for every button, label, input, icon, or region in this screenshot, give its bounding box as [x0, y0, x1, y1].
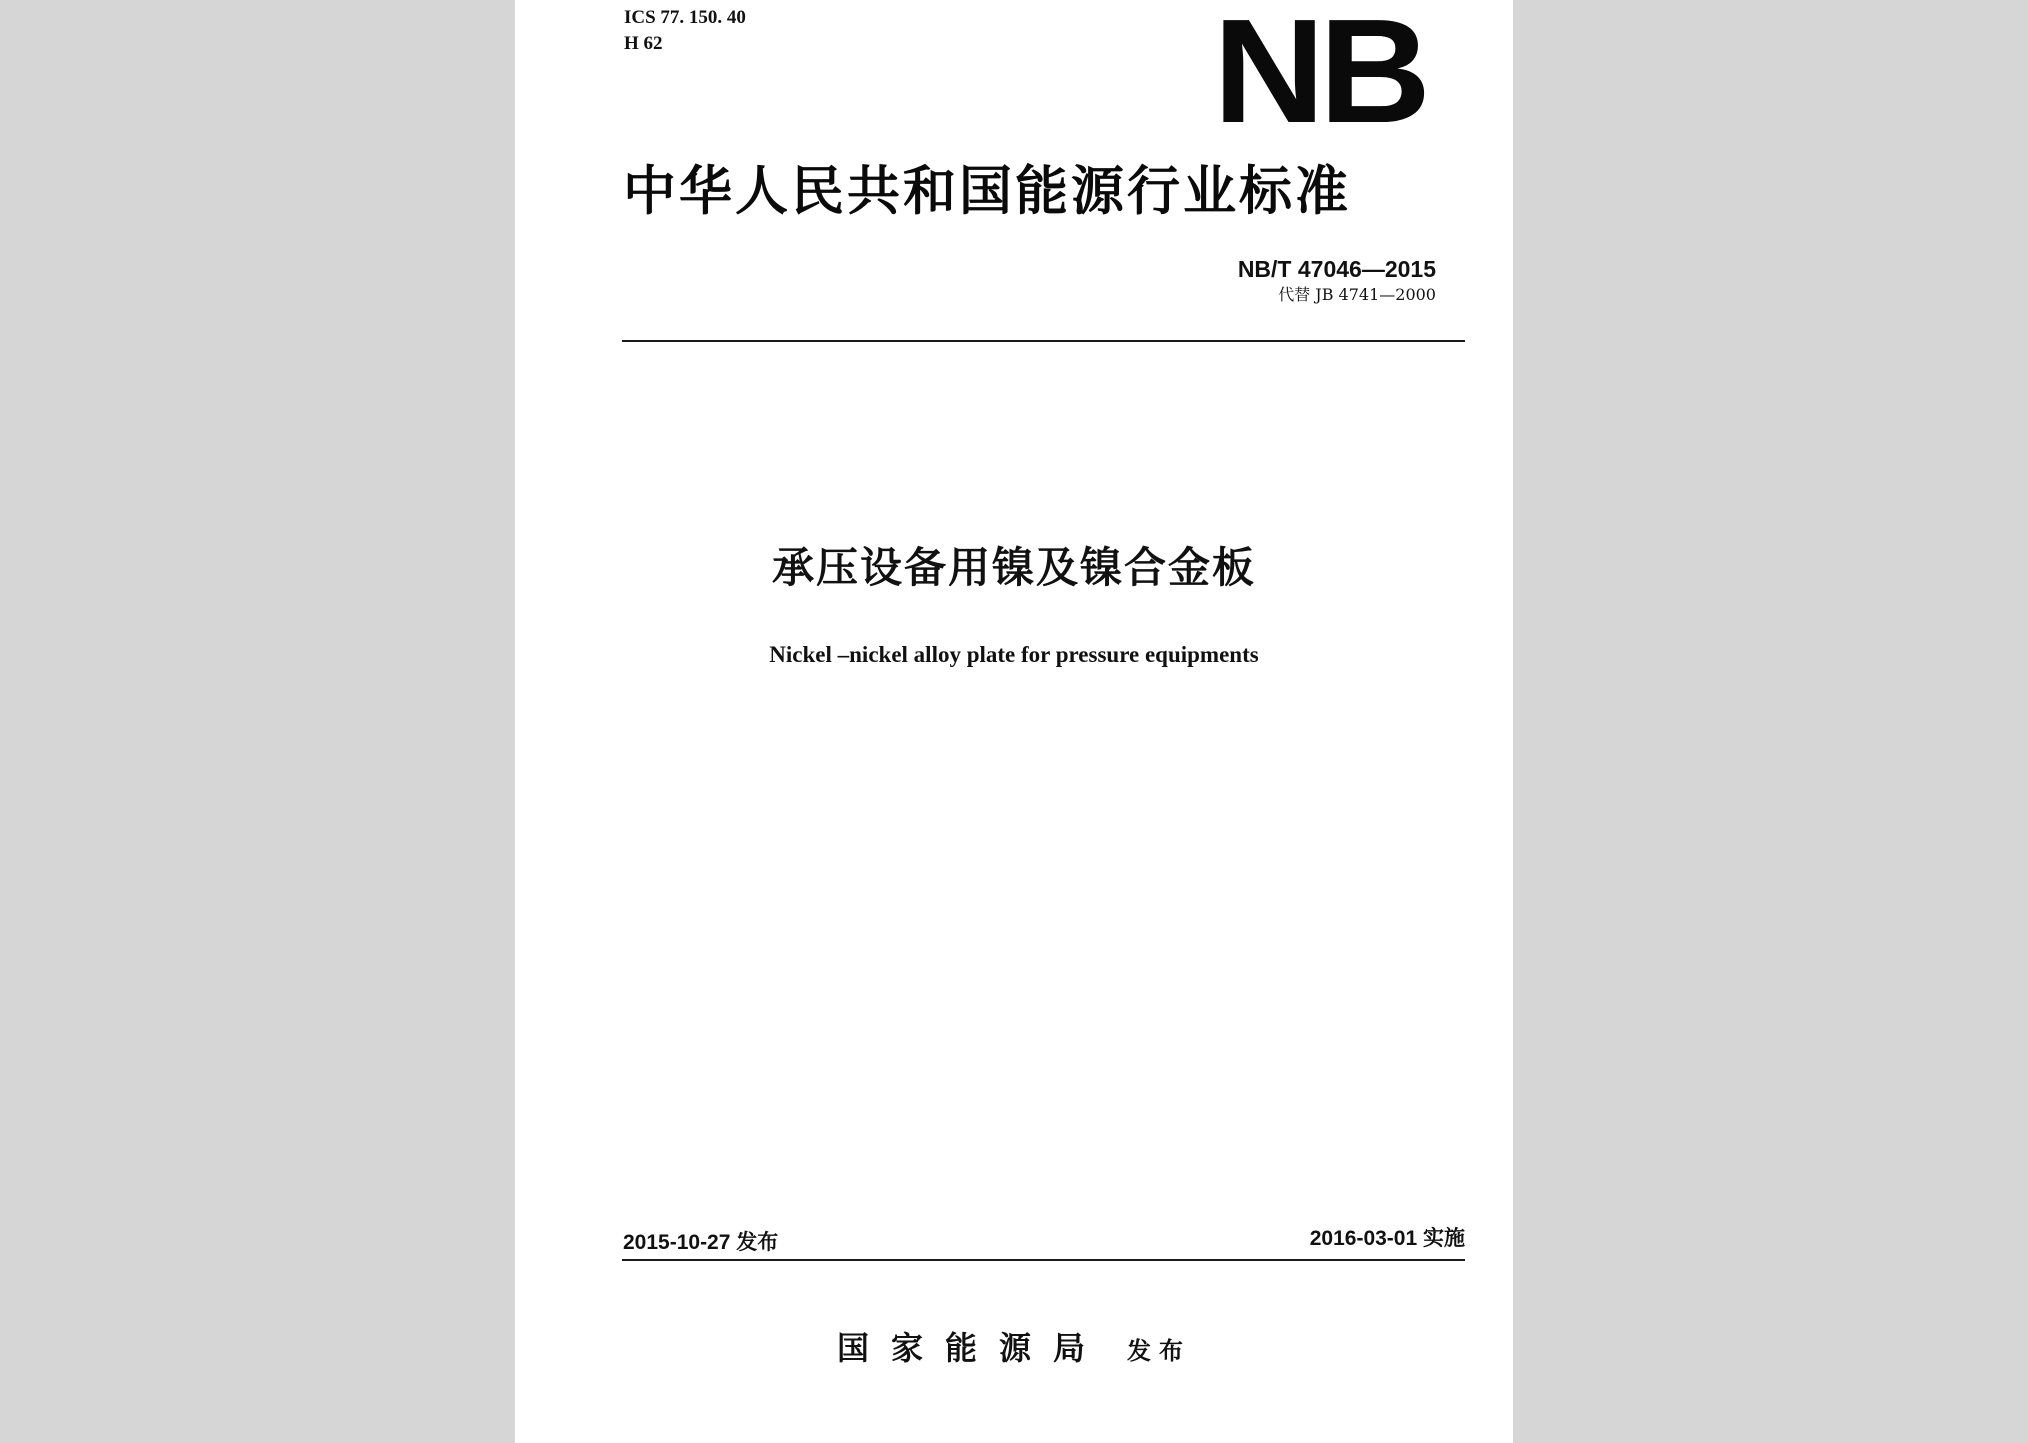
standard-code: NB/T 47046—2015 [1237, 256, 1436, 282]
bottom-divider [622, 1259, 1465, 1261]
document-page [515, 0, 1513, 1443]
standard-category-title: 中华人民共和国能源行业标准 [623, 161, 1351, 222]
publisher-name: 国家能源局 [836, 1329, 1107, 1367]
publisher-action: 发布 [1127, 1337, 1191, 1365]
ccs-code: H 62 [624, 33, 663, 54]
ics-code: ICS 77. 150. 40 [624, 7, 746, 28]
nb-logo: NB [1213, 0, 1425, 154]
issue-date: 2015-10-27 发布 [623, 1231, 779, 1254]
document-title-en: Nickel –nickel alloy plate for pressure equipments [769, 642, 1259, 667]
replaces-standard: 代替 JB 4741—2000 [1278, 285, 1436, 304]
document-title-cn: 承压设备用镍及镍合金板 [771, 543, 1256, 592]
implementation-date: 2016-03-01 实施 [1309, 1227, 1465, 1250]
top-divider [622, 340, 1465, 342]
publisher-line [515, 1326, 1513, 1373]
